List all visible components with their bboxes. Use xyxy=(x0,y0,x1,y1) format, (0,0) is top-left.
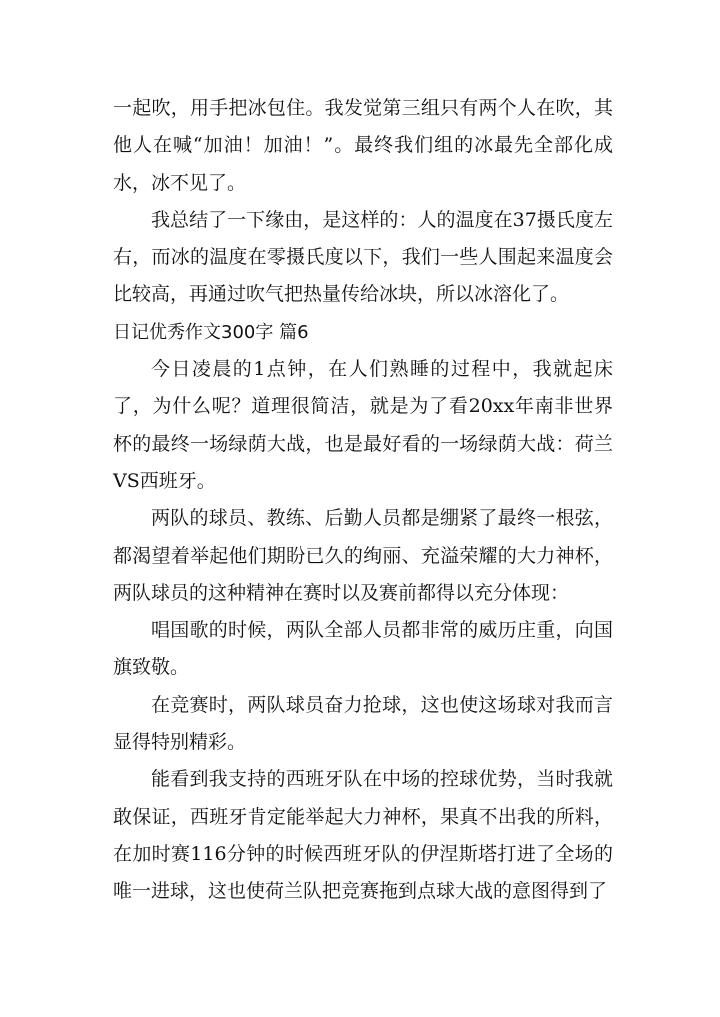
paragraph-spain-goal: 能看到我支持的西班牙队在中场的控球优势，当时我就敢保证，西班牙肯定能举起大力神杯，果真不出我的所料，在加时赛116分钟的时候西班牙队的伊涅斯塔打进了全场的唯一进球，这也使荷兰队把竞赛拖到点球大战的意图得到了 xyxy=(113,768,613,903)
paragraph-ice-result: 一起吹，用手把冰包住。我发觉第三组只有两个人在吹，其他人在喊“加油！加油！”。最终我们组的冰最先全部化成水，冰不见了。 xyxy=(113,97,613,194)
document-body xyxy=(113,90,613,911)
paragraph-ice-reason: 我总结了一下缘由，是这样的：人的温度在37摄氏度左右，而冰的温度在零摄氏度以下，我们一些人围起来温度会比较高，再通过吹气把热量传给冰块，所以冰溶化了。 xyxy=(113,208,613,306)
paragraph-match: 在竞赛时，两队球员奋力抢球，这也使这场球对我而言显得特别精彩。 xyxy=(113,693,613,754)
section-heading: 日记优秀作文300字 篇6 xyxy=(113,321,309,343)
paragraph-early-morning: 今日凌晨的1点钟，在人们熟睡的过程中，我就起床了，为什么呢？道理很简洁，就是为了看20xx年南非世界杯的最终一场绿荫大战，也是最好看的一场绿荫大战：荷兰VS西班牙。 xyxy=(113,358,613,492)
paragraph-players-tension: 两队的球员、教练、后勤人员都是绷紧了最终一根弦，都渴望着举起他们期盼已久的绚丽、充溢荣耀的大力神杯，两队球员的这种精神在赛时以及赛前都得以充分体现： xyxy=(113,507,613,604)
paragraph-anthem: 唱国歌的时候，两队全部人员都非常的威历庄重，向国旗致敬。 xyxy=(113,619,613,679)
